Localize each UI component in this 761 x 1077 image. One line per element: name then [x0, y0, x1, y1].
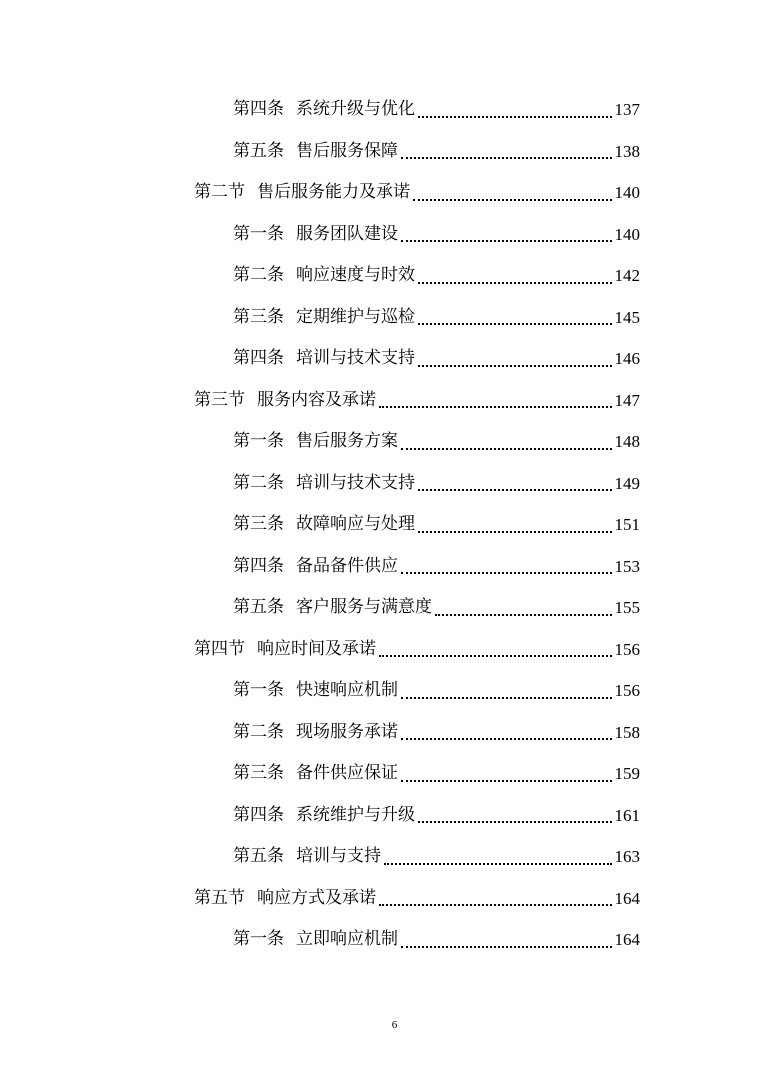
toc-entry-title: 培训与技术支持: [296, 348, 415, 368]
toc-entry-title: 培训与支持: [296, 846, 381, 866]
toc-entry-page: 153: [614, 556, 640, 576]
toc-entry-title: 快速响应机制: [296, 680, 398, 700]
toc-article-entry[interactable]: [233, 89, 640, 131]
toc-article-entry[interactable]: [233, 795, 640, 837]
toc-article-entry[interactable]: [233, 504, 640, 546]
toc-entry-number: 第四条: [233, 348, 284, 368]
toc-entry-page: 151: [614, 515, 640, 534]
toc-dot-leader: [418, 821, 612, 823]
toc-entry-page: 163: [614, 847, 640, 866]
toc-dot-leader: [435, 614, 612, 616]
toc-dot-leader: [379, 655, 612, 657]
toc-entry-title: 服务团队建设: [296, 223, 398, 244]
toc-dot-leader: [401, 697, 612, 699]
toc-entry-page: 156: [614, 681, 640, 700]
toc-entry-page: 146: [614, 349, 640, 368]
toc-entry-number: 第二条: [233, 472, 284, 493]
toc-entry-title: 售后服务方案: [296, 431, 398, 451]
toc-entry-title: 系统维护与升级: [296, 804, 415, 825]
toc-article-entry[interactable]: [233, 214, 640, 256]
toc-entry-title: 备件供应保证: [296, 763, 398, 783]
toc-entry-title: 响应方式及承诺: [257, 887, 376, 908]
toc-entry-title: 售后服务能力及承诺: [257, 182, 410, 202]
toc-entry-title: 立即响应机制: [296, 929, 398, 949]
toc-dot-leader: [401, 448, 612, 450]
toc-entry-title: 售后服务保障: [296, 140, 398, 161]
toc-article-entry[interactable]: [233, 297, 640, 339]
toc-entry-number: 第三条: [233, 514, 284, 534]
toc-article-entry[interactable]: [233, 712, 640, 754]
toc-entry-number: 第一条: [233, 680, 284, 700]
toc-entry-page: 148: [614, 432, 640, 451]
toc-dot-leader: [418, 323, 612, 325]
toc-dot-leader: [401, 946, 612, 948]
toc-section-entry[interactable]: [194, 629, 640, 671]
toc-article-entry[interactable]: [233, 421, 640, 463]
table-of-contents: [0, 89, 761, 961]
toc-section-entry[interactable]: [194, 878, 640, 920]
toc-entry-title: 备品备件供应: [296, 555, 398, 576]
toc-dot-leader: [418, 531, 612, 533]
toc-entry-number: 第三条: [233, 763, 284, 783]
toc-entry-page: 145: [614, 307, 640, 327]
toc-dot-leader: [413, 199, 612, 201]
toc-entry-number: 第五条: [233, 140, 284, 161]
toc-dot-leader: [401, 738, 612, 740]
toc-article-entry[interactable]: [233, 919, 640, 961]
toc-dot-leader: [384, 863, 612, 865]
toc-entry-page: 164: [614, 930, 640, 949]
toc-dot-leader: [401, 157, 612, 159]
toc-article-entry[interactable]: [233, 546, 640, 588]
toc-entry-title: 系统升级与优化: [296, 99, 415, 119]
toc-dot-leader: [379, 406, 612, 408]
toc-article-entry[interactable]: [233, 670, 640, 712]
toc-entry-title: 服务内容及承诺: [257, 389, 376, 410]
toc-dot-leader: [418, 365, 612, 367]
toc-entry-number: 第五条: [233, 846, 284, 866]
toc-dot-leader: [401, 572, 612, 574]
toc-article-entry[interactable]: [233, 463, 640, 505]
toc-entry-page: 164: [614, 888, 640, 908]
toc-entry-title: 定期维护与巡检: [296, 306, 415, 327]
toc-entry-number: 第三节: [194, 389, 245, 410]
toc-article-entry[interactable]: [233, 587, 640, 629]
toc-entry-number: 第一条: [233, 223, 284, 244]
toc-entry-number: 第二节: [194, 182, 245, 202]
toc-entry-page: 156: [614, 639, 640, 659]
toc-entry-number: 第五条: [233, 597, 284, 617]
toc-entry-number: 第一条: [233, 929, 284, 949]
toc-entry-page: 158: [614, 722, 640, 742]
toc-article-entry[interactable]: [233, 131, 640, 173]
toc-entry-number: 第一条: [233, 431, 284, 451]
toc-entry-page: 138: [614, 141, 640, 161]
toc-dot-leader: [418, 489, 612, 491]
toc-entry-number: 第三条: [233, 306, 284, 327]
toc-entry-number: 第四节: [194, 638, 245, 659]
toc-entry-number: 第二条: [233, 721, 284, 742]
toc-entry-page: 140: [614, 183, 640, 202]
toc-entry-page: 155: [614, 598, 640, 617]
toc-entry-page: 147: [614, 390, 640, 410]
toc-entry-number: 第四条: [233, 99, 284, 119]
toc-dot-leader: [401, 240, 612, 242]
toc-article-entry[interactable]: [233, 753, 640, 795]
toc-entry-title: 培训与技术支持: [296, 472, 415, 493]
page-number: 6: [391, 1019, 398, 1031]
toc-entry-number: 第五节: [194, 887, 245, 908]
toc-dot-leader: [401, 780, 612, 782]
toc-entry-page: 159: [614, 764, 640, 783]
toc-entry-number: 第四条: [233, 555, 284, 576]
toc-section-entry[interactable]: [194, 380, 640, 422]
toc-dot-leader: [418, 282, 612, 284]
toc-article-entry[interactable]: [233, 836, 640, 878]
toc-entry-title: 客户服务与满意度: [296, 597, 432, 617]
toc-article-entry[interactable]: [233, 338, 640, 380]
toc-article-entry[interactable]: [233, 255, 640, 297]
toc-entry-title: 响应速度与时效: [296, 265, 415, 285]
toc-entry-number: 第二条: [233, 265, 284, 285]
toc-entry-title: 响应时间及承诺: [257, 638, 376, 659]
toc-entry-page: 149: [614, 473, 640, 493]
toc-entry-page: 140: [614, 224, 640, 244]
toc-entry-page: 137: [614, 100, 640, 119]
toc-section-entry[interactable]: [194, 172, 640, 214]
toc-entry-title: 故障响应与处理: [296, 514, 415, 534]
toc-entry-page: 161: [614, 805, 640, 825]
toc-dot-leader: [418, 116, 612, 118]
toc-entry-title: 现场服务承诺: [296, 721, 398, 742]
toc-entry-number: 第四条: [233, 804, 284, 825]
toc-dot-leader: [379, 904, 612, 906]
toc-entry-page: 142: [614, 266, 640, 285]
